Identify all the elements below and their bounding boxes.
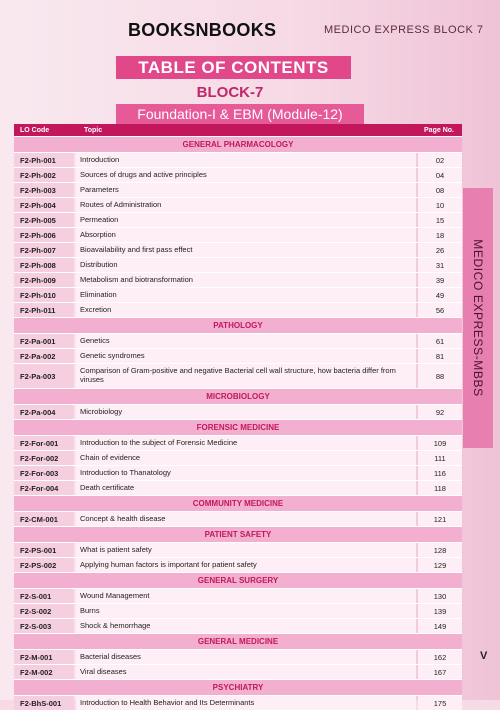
table-row[interactable] bbox=[14, 302, 462, 317]
lo-code-cell: F2-Pa-003 bbox=[14, 364, 74, 388]
lo-code-cell: F2-Ph-001 bbox=[14, 153, 74, 167]
topic-cell: Sources of drugs and active principles bbox=[76, 168, 416, 182]
page-number-cell: 149 bbox=[418, 619, 462, 633]
lo-code-cell: F2-Pa-001 bbox=[14, 334, 74, 348]
lo-code-cell: F2-Ph-005 bbox=[14, 213, 74, 227]
page-number-cell: 31 bbox=[418, 258, 462, 272]
table-row[interactable] bbox=[14, 167, 462, 182]
section-heading: PATIENT SAFETY bbox=[14, 526, 462, 542]
topic-cell: Wound Management bbox=[76, 589, 416, 603]
side-tab-label: MEDICO EXPRESS-MBBS bbox=[471, 239, 485, 397]
lo-code-cell: F2-BhS-001 bbox=[14, 696, 74, 710]
table-row[interactable] bbox=[14, 664, 462, 679]
page-number-cell: 81 bbox=[418, 349, 462, 363]
table-row[interactable] bbox=[14, 404, 462, 419]
page-number-cell: 109 bbox=[418, 436, 462, 450]
page-number-cell: 92 bbox=[418, 405, 462, 419]
lo-code-cell: F2-S-003 bbox=[14, 619, 74, 633]
brand-title: BOOKSNBOOKS bbox=[128, 20, 277, 40]
section-heading: PSYCHIATRY bbox=[14, 679, 462, 695]
page-number-cell: 08 bbox=[418, 183, 462, 197]
column-header-topic: Topic bbox=[84, 126, 103, 134]
lo-code-cell: F2-PS-001 bbox=[14, 543, 74, 557]
lo-code-cell: F2-Ph-003 bbox=[14, 183, 74, 197]
page-number-cell: 128 bbox=[418, 543, 462, 557]
page-number-cell: 88 bbox=[418, 364, 462, 388]
section-heading: GENERAL MEDICINE bbox=[14, 633, 462, 649]
topic-cell: Shock & hemorrhage bbox=[76, 619, 416, 633]
table-row[interactable] bbox=[14, 152, 462, 167]
section-heading: COMMUNITY MEDICINE bbox=[14, 495, 462, 511]
page-number-cell: 130 bbox=[418, 589, 462, 603]
table-row[interactable] bbox=[14, 227, 462, 242]
lo-code-cell: F2-For-001 bbox=[14, 436, 74, 450]
topic-cell: Distribution bbox=[76, 258, 416, 272]
topic-cell: Routes of Administration bbox=[76, 198, 416, 212]
lo-code-cell: F2-Ph-008 bbox=[14, 258, 74, 272]
toc-table bbox=[14, 124, 462, 710]
page-number-cell: 39 bbox=[418, 273, 462, 287]
lo-code-cell: F2-S-002 bbox=[14, 604, 74, 618]
topic-cell: Elimination bbox=[76, 288, 416, 302]
lo-code-cell: F2-PS-002 bbox=[14, 558, 74, 572]
toc-title-banner: TABLE OF CONTENTS bbox=[116, 56, 351, 79]
topic-cell: Introduction to Thanatology bbox=[76, 466, 416, 480]
table-row[interactable] bbox=[14, 242, 462, 257]
topic-cell: Genetic syndromes bbox=[76, 349, 416, 363]
table-row[interactable] bbox=[14, 542, 462, 557]
table-row[interactable] bbox=[14, 257, 462, 272]
table-row[interactable] bbox=[14, 588, 462, 603]
block-title: BLOCK-7 bbox=[196, 84, 264, 101]
section-heading: GENERAL SURGERY bbox=[14, 572, 462, 588]
table-row[interactable] bbox=[14, 182, 462, 197]
page-number-cell: 02 bbox=[418, 153, 462, 167]
topic-cell: Comparison of Gram-positive and negative Bacterial cell wall structure, how bacteria differ from viruses bbox=[76, 364, 416, 388]
table-row[interactable] bbox=[14, 511, 462, 526]
page-number-cell: 111 bbox=[418, 451, 462, 465]
section-heading: MICROBIOLOGY bbox=[14, 388, 462, 404]
table-row[interactable] bbox=[14, 333, 462, 348]
table-row[interactable] bbox=[14, 212, 462, 227]
lo-code-cell: F2-For-004 bbox=[14, 481, 74, 495]
page-number-cell: 118 bbox=[418, 481, 462, 495]
page-number-cell: 139 bbox=[418, 604, 462, 618]
topic-cell: Genetics bbox=[76, 334, 416, 348]
topic-cell: Chain of evidence bbox=[76, 451, 416, 465]
column-header-page-no: Page No. bbox=[424, 126, 454, 134]
running-header: MEDICO EXPRESS BLOCK 7 bbox=[324, 24, 484, 36]
table-row[interactable] bbox=[14, 695, 462, 710]
table-row[interactable] bbox=[14, 287, 462, 302]
topic-cell: Excretion bbox=[76, 303, 416, 317]
lo-code-cell: F2-Pa-004 bbox=[14, 405, 74, 419]
section-heading: PATHOLOGY bbox=[14, 317, 462, 333]
page-number-cell: 26 bbox=[418, 243, 462, 257]
lo-code-cell: F2-Ph-011 bbox=[14, 303, 74, 317]
topic-cell: Applying human factors is important for patient safety bbox=[76, 558, 416, 572]
toc-body bbox=[14, 136, 462, 710]
lo-code-cell: F2-Ph-009 bbox=[14, 273, 74, 287]
topic-cell: Parameters bbox=[76, 183, 416, 197]
topic-cell: Permeation bbox=[76, 213, 416, 227]
topic-cell: Introduction to Health Behavior and Its Determinants bbox=[76, 696, 416, 710]
topic-cell: What is patient safety bbox=[76, 543, 416, 557]
page-number-cell: 129 bbox=[418, 558, 462, 572]
topic-cell: Bacterial diseases bbox=[76, 650, 416, 664]
lo-code-cell: F2-Pa-002 bbox=[14, 349, 74, 363]
page-number: V bbox=[480, 650, 488, 662]
table-row[interactable] bbox=[14, 348, 462, 363]
page-number-cell: 04 bbox=[418, 168, 462, 182]
topic-cell: Death certificate bbox=[76, 481, 416, 495]
table-row[interactable] bbox=[14, 450, 462, 465]
table-row[interactable] bbox=[14, 557, 462, 572]
page-number-cell: 10 bbox=[418, 198, 462, 212]
topic-cell: Absorption bbox=[76, 228, 416, 242]
lo-code-cell: F2-Ph-007 bbox=[14, 243, 74, 257]
lo-code-cell: F2-Ph-004 bbox=[14, 198, 74, 212]
table-row[interactable] bbox=[14, 603, 462, 618]
table-row[interactable] bbox=[14, 435, 462, 450]
lo-code-cell: F2-CM-001 bbox=[14, 512, 74, 526]
topic-cell: Introduction to the subject of Forensic Medicine bbox=[76, 436, 416, 450]
section-heading: FORENSIC MEDICINE bbox=[14, 419, 462, 435]
table-row[interactable] bbox=[14, 649, 462, 664]
page-number-cell: 18 bbox=[418, 228, 462, 242]
page-number-cell: 162 bbox=[418, 650, 462, 664]
topic-cell: Viral diseases bbox=[76, 665, 416, 679]
lo-code-cell: F2-Ph-006 bbox=[14, 228, 74, 242]
lo-code-cell: F2-For-002 bbox=[14, 451, 74, 465]
lo-code-cell: F2-S-001 bbox=[14, 589, 74, 603]
table-row[interactable] bbox=[14, 197, 462, 212]
table-row[interactable] bbox=[14, 272, 462, 287]
lo-code-cell: F2-For-003 bbox=[14, 466, 74, 480]
module-title-banner: Foundation-I & EBM (Module-12) bbox=[116, 104, 364, 124]
lo-code-cell: F2-M-002 bbox=[14, 665, 74, 679]
topic-cell: Concept & health disease bbox=[76, 512, 416, 526]
topic-cell: Bioavailability and first pass effect bbox=[76, 243, 416, 257]
lo-code-cell: F2-Ph-010 bbox=[14, 288, 74, 302]
page-number-cell: 56 bbox=[418, 303, 462, 317]
table-row[interactable] bbox=[14, 480, 462, 495]
page-number-cell: 121 bbox=[418, 512, 462, 526]
page-number-cell: 167 bbox=[418, 665, 462, 679]
table-row[interactable] bbox=[14, 363, 462, 388]
column-header-lo-code: LO Code bbox=[20, 126, 50, 134]
table-header-row bbox=[14, 124, 462, 136]
lo-code-cell: F2-Ph-002 bbox=[14, 168, 74, 182]
topic-cell: Introduction bbox=[76, 153, 416, 167]
lo-code-cell: F2-M-001 bbox=[14, 650, 74, 664]
page-number-cell: 175 bbox=[418, 696, 462, 710]
page-number-cell: 116 bbox=[418, 466, 462, 480]
page-number-cell: 49 bbox=[418, 288, 462, 302]
topic-cell: Microbiology bbox=[76, 405, 416, 419]
section-heading: GENERAL PHARMACOLOGY bbox=[14, 136, 462, 152]
table-row[interactable] bbox=[14, 618, 462, 633]
page-number-cell: 61 bbox=[418, 334, 462, 348]
topic-cell: Metabolism and biotransformation bbox=[76, 273, 416, 287]
page-number-cell: 15 bbox=[418, 213, 462, 227]
topic-cell: Burns bbox=[76, 604, 416, 618]
table-row[interactable] bbox=[14, 465, 462, 480]
